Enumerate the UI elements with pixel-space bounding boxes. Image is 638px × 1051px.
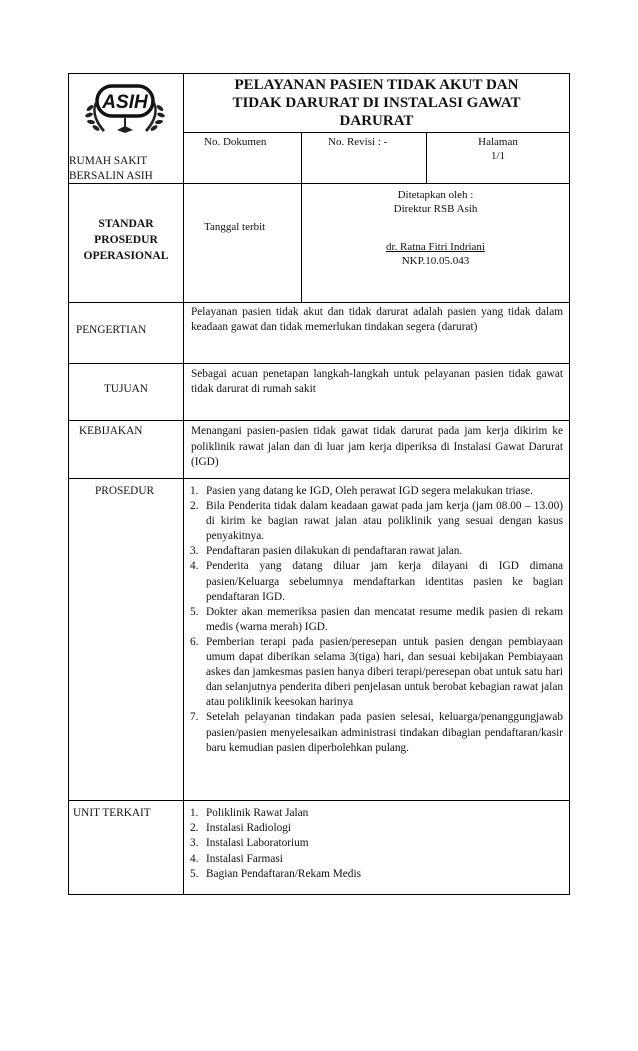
unit-terkait-item (184, 867, 563, 882)
signer-name: dr. Ratna Fitri Indriani (386, 241, 485, 253)
section-label-pengertian: PENGERTIAN (69, 303, 184, 364)
unit-terkait-item-number: 3. (190, 837, 199, 850)
prosedur-step-text: Bila Penderita tidak dalam keadaan gawat pada jam kerja (jam 08.00 – 13.00) di kirim ke bagian rawat jalan atau poliklinik yang sesuai dengan kasus penyakitnya. (206, 500, 563, 543)
hospital-name: RUMAH SAKIT BERSALIN ASIH (69, 155, 153, 182)
page-info: Halaman 1/1 (427, 133, 570, 184)
document-number-label: No. Dokumen (184, 133, 302, 184)
sop-document (68, 73, 569, 895)
unit-terkait-item-number: 1. (190, 807, 199, 819)
prosedur-step (184, 499, 563, 544)
prosedur-step-number: 6. (190, 635, 199, 648)
document-title: PELAYANAN PASIEN TIDAK AKUT DAN TIDAK DARURAT DI INSTALASI GAWAT DARURAT (184, 74, 570, 133)
asih-logo (83, 82, 167, 144)
prosedur-step-number: 2. (190, 500, 199, 513)
svg-text:ASIH: ASIH (102, 92, 148, 113)
section-text-kebijakan: Menangani pasien-pasien tidak gawat tidak darurat pada jam kerja dikirim ke poliklinik rawat jalan dan di luar jam kerja diperiksa di Instalasi Gawat Darurat (IGD) (184, 421, 570, 479)
prosedur-step (184, 710, 563, 755)
section-unit-terkait-list (184, 801, 570, 895)
prosedur-step-text: Pemberian terapi pada pasien/peresepan untuk pasien dengan pembiayaan umum dapat diberikan selama 3(tiga) hari, dan sesuai kebijakan Pembiayaan askes dan jamkesmas pasien hanya diberi terapi/peresepan obat untuk satu hari dan selanjutnya penderita diberi penjelasan untuk berobat kebagian rawat jalan atau poliklinik keesokan harinya (206, 635, 563, 709)
issue-date-label: Tanggal terbit (184, 184, 302, 303)
prosedur-step (184, 484, 563, 499)
prosedur-step-number: 4. (190, 560, 199, 573)
unit-terkait-item-number: 5. (190, 867, 199, 880)
prosedur-step-text: Setelah pelayanan tindakan pada pasien selesai, keluarga/penanggungjawab pasien/pasien menyelesaikan administrasi tindakan dibagian pendaftaran/kasir baru kemudian pasien diperbolehkan pulang. (206, 711, 563, 754)
section-label-tujuan: TUJUAN (69, 364, 184, 421)
unit-terkait-item-number: 4. (190, 852, 199, 865)
section-text-tujuan: Sebagai acuan penetapan langkah-langkah untuk pelayanan pasien tidak gawat tidak darurat di rumah sakit (184, 364, 570, 421)
unit-terkait-item-text: Instalasi Farmasi (206, 852, 283, 865)
prosedur-step-number: 1. (190, 485, 199, 497)
section-label-unit-terkait: UNIT TERKAIT (69, 801, 184, 895)
prosedur-step-number: 7. (190, 711, 199, 724)
signer-nkp: NKP.10.05.043 (401, 255, 470, 267)
approval-block: Ditetapkan oleh : Direktur RSB Asih dr. Ratna Fitri Indriani NKP.10.05.043 (302, 184, 570, 303)
prosedur-step-text: Pendaftaran pasien dilakukan di pendaftaran rawat jalan. (206, 545, 463, 558)
sop-table (68, 73, 570, 895)
unit-terkait-item (184, 852, 563, 867)
sop-label: STANDAR PROSEDUR OPERASIONAL (69, 184, 184, 303)
unit-terkait-item (184, 806, 563, 821)
unit-terkait-item-text: Instalasi Radiologi (206, 822, 292, 835)
hospital-identity-cell (69, 74, 184, 184)
unit-terkait-item-text: Instalasi Laboratorium (206, 837, 309, 850)
prosedur-step-text: Dokter akan memeriksa pasien dan mencatat resume medik pasien di rekam medis (warna merah) IGD. (206, 605, 563, 633)
prosedur-step (184, 605, 563, 635)
prosedur-step (184, 635, 563, 710)
prosedur-step-number: 3. (190, 545, 199, 558)
prosedur-step (184, 559, 563, 604)
section-prosedur-list (184, 479, 570, 801)
prosedur-step-text: Penderita yang datang diluar jam kerja dilayani di IGD dimana pasien/Keluarga sebelumnya mendaftarkan identitas pasien ke bagian pendaftaran IGD. (206, 560, 563, 603)
prosedur-step (184, 544, 563, 559)
prosedur-step-number: 5. (190, 605, 199, 618)
section-label-prosedur: PROSEDUR (69, 479, 184, 801)
section-text-pengertian: Pelayanan pasien tidak akut dan tidak darurat adalah pasien yang tidak dalam keadaan gawat dan tidak memerlukan tindakan segera (darurat) (184, 303, 570, 364)
revision-number: No. Revisi : - (302, 133, 427, 184)
unit-terkait-item-text: Bagian Pendaftaran/Rekam Medis (206, 867, 361, 880)
unit-terkait-item-text: Poliklinik Rawat Jalan (206, 807, 309, 819)
unit-terkait-item (184, 836, 563, 851)
unit-terkait-item-number: 2. (190, 822, 199, 835)
unit-terkait-item (184, 821, 563, 836)
prosedur-step-text: Pasien yang datang ke IGD, Oleh perawat IGD segera melakukan triase. (206, 485, 533, 497)
section-label-kebijakan: KEBIJAKAN (69, 421, 184, 479)
